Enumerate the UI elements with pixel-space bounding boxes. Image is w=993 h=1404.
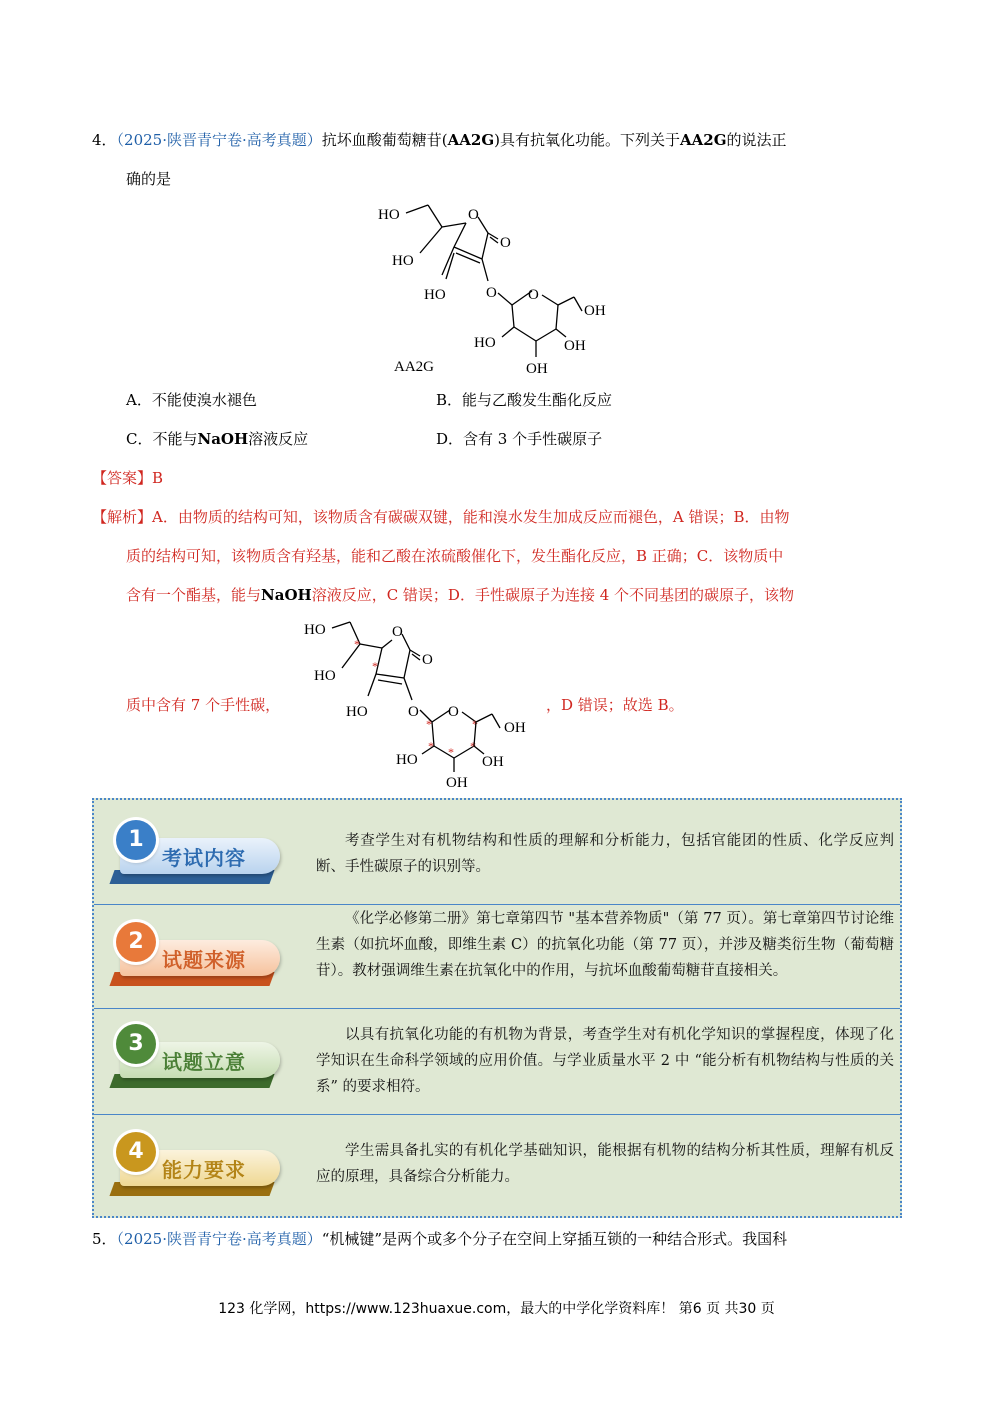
group-label: OH bbox=[564, 338, 586, 354]
compound-name: AA2G bbox=[680, 131, 727, 149]
analysis-line4b: ，D 错误；故选 B。 bbox=[546, 696, 684, 714]
chiral-star: * bbox=[470, 739, 476, 753]
group-label: O bbox=[500, 235, 511, 251]
option-c bbox=[126, 429, 308, 449]
group-label: OH bbox=[446, 775, 468, 791]
review-section-exam-content bbox=[94, 800, 900, 904]
group-label: OH bbox=[482, 754, 504, 770]
badge-title: 试题立意 bbox=[162, 1050, 246, 1074]
molecule-label: AA2G bbox=[394, 359, 434, 375]
option-text: 溶液反应 bbox=[248, 430, 309, 448]
badge-number: 1 bbox=[116, 820, 156, 860]
group-label: O bbox=[392, 624, 403, 640]
option-a bbox=[126, 390, 257, 410]
question4-stem-line2: 确的是 bbox=[126, 170, 172, 188]
analysis-text: 含有一个酯基，能与 bbox=[126, 586, 262, 604]
question-source: （2025·陕晋青宁卷·高考真题） bbox=[116, 1230, 322, 1248]
badge-title: 考试内容 bbox=[162, 846, 246, 870]
question-source: （2025·陕晋青宁卷·高考真题） bbox=[116, 131, 322, 149]
option-b bbox=[436, 390, 612, 410]
group-label: HO bbox=[378, 207, 400, 223]
stem-text: )具有抗氧化功能。下列关于 bbox=[494, 131, 681, 149]
group-label: O bbox=[448, 704, 459, 720]
option-text: NaOH bbox=[197, 430, 249, 448]
group-label: O bbox=[422, 652, 433, 668]
group-label: O bbox=[468, 207, 479, 223]
analysis-text: A．由物质的结构可知，该物质含有碳碳双键，能和溴水发生加成反应而褪色，A 错误；B．由物 bbox=[152, 508, 790, 526]
review-section-ability bbox=[94, 1116, 900, 1216]
review-section-intent bbox=[94, 1010, 900, 1114]
group-label: O bbox=[528, 287, 539, 303]
aa2g-chiral-structure bbox=[296, 612, 546, 792]
aa2g-structure bbox=[370, 195, 630, 380]
divider bbox=[94, 1114, 900, 1115]
compound-name: AA2G bbox=[447, 131, 495, 149]
review-text: 考查学生对有机物结构和性质的理解和分析能力，包括官能团的性质、化学反应判断、手性碳原子的识别等。 bbox=[316, 833, 894, 875]
option-key: D． bbox=[436, 430, 464, 448]
badge-title: 试题来源 bbox=[162, 948, 246, 972]
group-label: HO bbox=[424, 287, 446, 303]
option-key: B． bbox=[436, 391, 463, 409]
review-text: 《化学必修第二册》第七章第四节 "基本营养物质"（第 77 页）。第七章第四节讨论维生素（如抗坏血酸，即维生素 C）的抗氧化功能（第 77 页），并涉及糖类衍生物（葡萄糖苷）。教材强调维生素在抗氧化中的作用，与抗坏血酸葡萄糖苷直接相关。 bbox=[316, 911, 894, 979]
option-text: 含有 3 个手性碳原子 bbox=[463, 430, 603, 448]
group-label: OH bbox=[584, 303, 606, 319]
analysis-line3 bbox=[126, 585, 794, 605]
stem-text: 的说法正 bbox=[726, 131, 787, 149]
option-d bbox=[436, 429, 602, 449]
analysis-line1 bbox=[92, 507, 789, 527]
analysis-line2: 质的结构可知，该物质含有羟基，能和乙酸在浓硫酸催化下，发生酯化反应，B 正确；C．该物质中 bbox=[126, 547, 784, 565]
group-label: HO bbox=[304, 622, 326, 638]
option-text: 不能与 bbox=[152, 430, 198, 448]
chiral-star: * bbox=[448, 745, 454, 759]
group-label: HO bbox=[474, 335, 496, 351]
group-label: HO bbox=[396, 752, 418, 768]
chiral-star: * bbox=[428, 739, 434, 753]
answer-label: 【答案】 bbox=[92, 469, 153, 487]
answer-line bbox=[92, 468, 163, 488]
divider bbox=[94, 1008, 900, 1009]
divider bbox=[94, 904, 900, 905]
option-text: 不能使溴水褪色 bbox=[151, 391, 257, 409]
review-text: 以具有抗氧化功能的有机物为背景，考查学生对有机化学知识的掌握程度，体现了化学知识在生命科学领域的应用价值。与学业质量水平 2 中 “能分析有机物结构与性质的关系” 的要求相符。 bbox=[316, 1027, 894, 1095]
chiral-star: * bbox=[372, 659, 378, 673]
question5-stem bbox=[92, 1229, 787, 1249]
review-section-source bbox=[94, 906, 900, 1008]
chiral-star: * bbox=[426, 717, 432, 731]
badge-title: 能力要求 bbox=[162, 1158, 246, 1182]
analysis-label: 【解析】 bbox=[92, 508, 153, 526]
review-box bbox=[92, 798, 902, 1218]
group-label: O bbox=[408, 704, 419, 720]
page-footer: 123 化学网，https://www.123huaxue.com，最大的中学化学资料库！ 第6 页 共30 页 bbox=[218, 1301, 775, 1317]
answer-value: B bbox=[152, 469, 164, 487]
option-key: C． bbox=[126, 430, 153, 448]
group-label: HO bbox=[314, 668, 336, 684]
question-number: 4． bbox=[92, 131, 117, 149]
badge-number: 4 bbox=[116, 1132, 156, 1172]
chiral-star: * bbox=[354, 637, 360, 651]
option-text: 能与乙酸发生酯化反应 bbox=[462, 391, 613, 409]
analysis-text: 溶液反应，C 错误；D．手性碳原子为连接 4 个不同基团的碳原子，该物 bbox=[311, 586, 795, 604]
analysis-line4a: 质中含有 7 个手性碳， bbox=[126, 696, 281, 714]
badge-number: 2 bbox=[116, 922, 156, 962]
analysis-text: NaOH bbox=[261, 586, 312, 604]
group-label: HO bbox=[346, 704, 368, 720]
stem-text: 抗坏血酸葡萄糖苷( bbox=[321, 131, 448, 149]
badge-number: 3 bbox=[116, 1024, 156, 1064]
review-text: 学生需具备扎实的有机化学基础知识，能根据有机物的结构分析其性质，理解有机反应的原理，具备综合分析能力。 bbox=[316, 1143, 894, 1185]
chiral-star: * bbox=[472, 717, 478, 731]
question-number: 5． bbox=[92, 1230, 117, 1248]
stem-text: “机械键”是两个或多个分子在空间上穿插互锁的一种结合形式。我国科 bbox=[321, 1230, 788, 1248]
group-label: HO bbox=[392, 253, 414, 269]
question4-stem-line1 bbox=[92, 130, 787, 150]
group-label: OH bbox=[504, 720, 526, 736]
group-label: O bbox=[486, 285, 497, 301]
option-key: A． bbox=[126, 391, 152, 409]
group-label: OH bbox=[526, 361, 548, 377]
